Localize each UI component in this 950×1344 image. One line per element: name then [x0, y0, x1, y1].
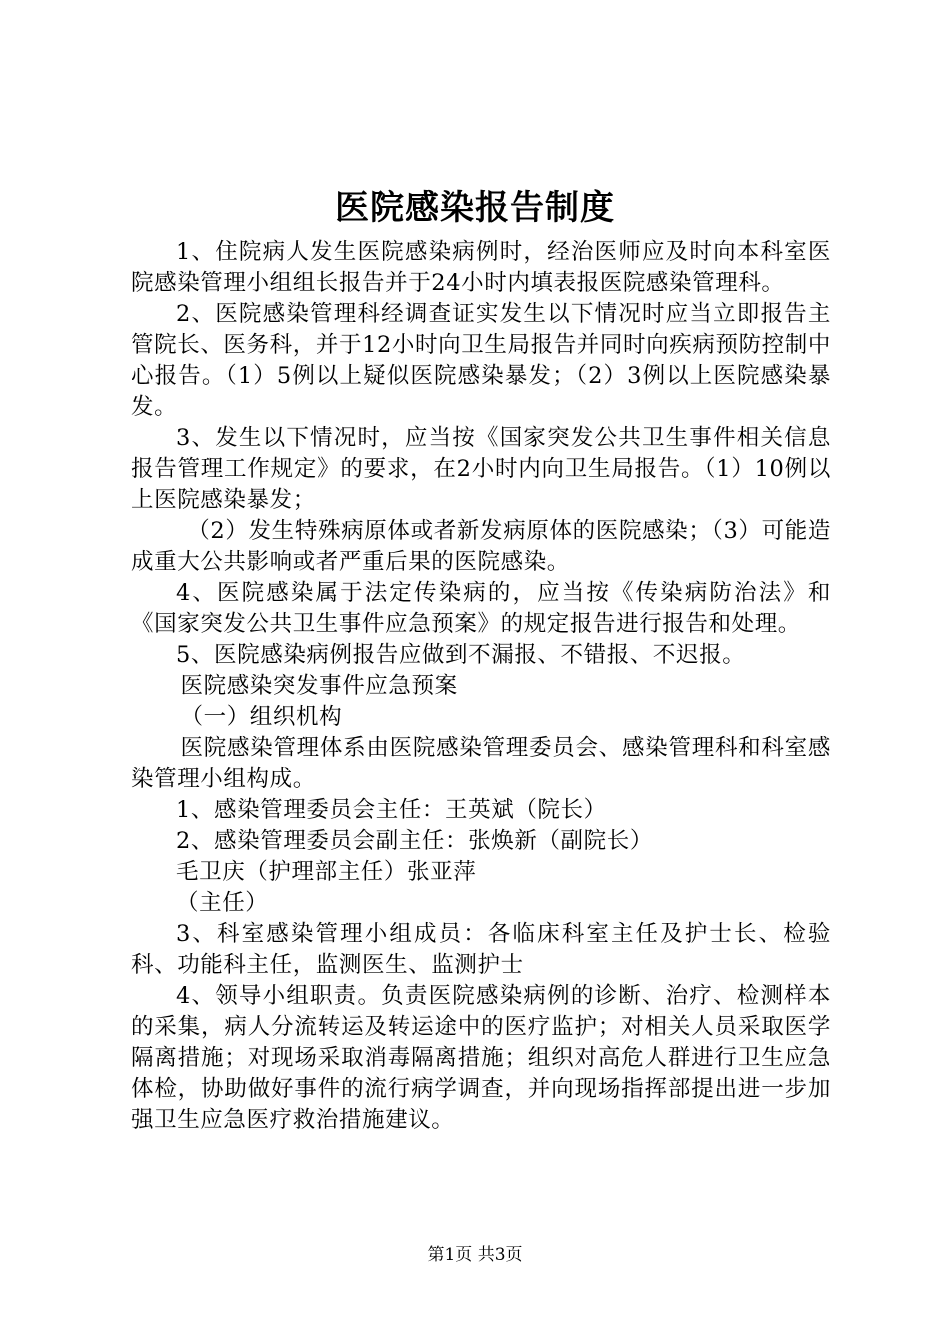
paragraph-7: 医院感染突发事件应急预案 [180, 673, 458, 699]
paragraph-5: 4、医院感染属于法定传染病的，应当按《传染病防治法》和《国家突发公共卫生事件应急预案》的规定报告进行报告和处理。 [131, 580, 831, 637]
paragraph-15: 4、领导小组职责。负责医院感染病例的诊断、治疗、检测样本的采集，病人分流转运及转运途中的医疗监护；对相关人员采取医学隔离措施；对现场采取消毒隔离措施；组织对高危人群进行卫生应急体检，协助做好事件的流行病学调查，并向现场指挥部提出进一步加强卫生应急医疗救治措施建议。 [131, 983, 831, 1133]
paragraph-9: 医院感染管理体系由医院感染管理委员会、感染管理科和科室感染管理小组构成。 [131, 735, 831, 792]
paragraph-3: 3、发生以下情况时，应当按《国家突发公共卫生事件相关信息报告管理工作规定》的要求，在2小时内向卫生局报告。（1）10例以上医院感染暴发； [131, 425, 831, 513]
page-footer: 第1页 共3页 [427, 1245, 523, 1265]
paragraph-10: 1、感染管理委员会主任：王英斌（院长） [176, 797, 607, 823]
paragraph-8: （一）组织机构 [180, 704, 343, 730]
paragraph-1: 1、住院病人发生医院感染病例时，经治医师应及时向本科室医院感染管理小组组长报告并于24小时内填表报医院感染管理科。 [131, 239, 831, 296]
paragraph-13: （主任） [176, 890, 269, 916]
paragraph-14: 3、科室感染管理小组成员：各临床科室主任及护士长、检验科、功能科主任，监测医生、监测护士 [131, 921, 831, 978]
paragraph-6: 5、医院感染病例报告应做到不漏报、不错报、不迟报。 [176, 642, 746, 668]
document-body [131, 237, 831, 1136]
document-title: 医院感染报告制度 [335, 188, 615, 228]
paragraph-4: （2）发生特殊病原体或者新发病原体的医院感染；（3）可能造成重大公共影响或者严重后果的医院感染。 [131, 518, 831, 575]
paragraph-2: 2、医院感染管理科经调查证实发生以下情况时应当立即报告主管院长、医务科，并于12小时向卫生局报告并同时向疾病预防控制中心报告。（1）5例以上疑似医院感染暴发；（2）3例以上医院感染暴发。 [131, 301, 831, 420]
paragraph-12: 毛卫庆（护理部主任）张亚萍 [176, 859, 477, 885]
paragraph-11: 2、感染管理委员会副主任：张焕新（副院长） [176, 828, 653, 854]
